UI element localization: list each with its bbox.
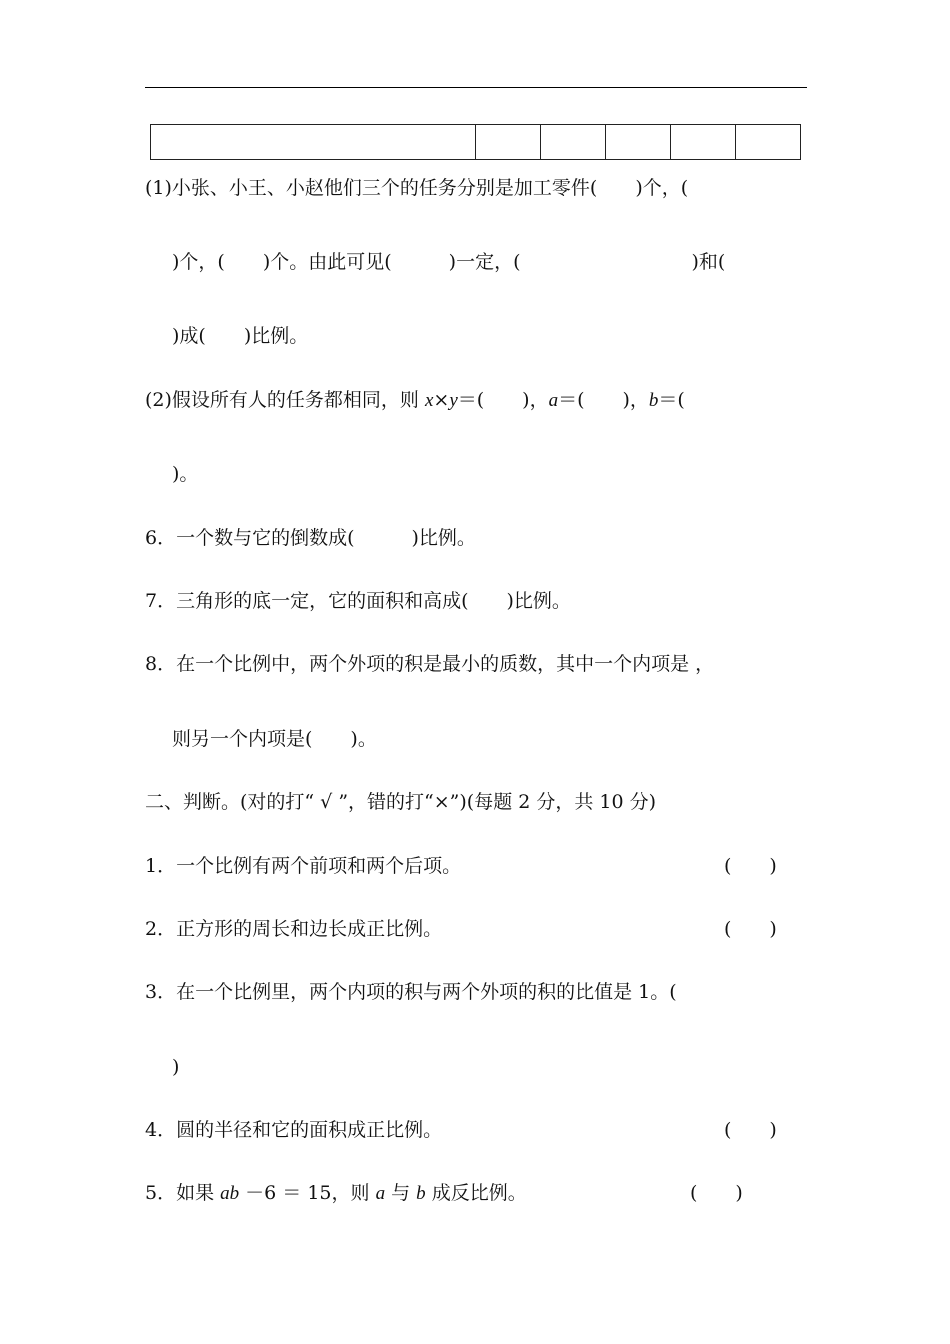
judge-bracket-2: ( ) — [724, 918, 777, 940]
answer-table — [150, 124, 801, 160]
q5-part2-line2: )。 — [172, 463, 199, 485]
judge-5-text: 成反比例。 — [425, 1182, 527, 1204]
judge-bracket-5: ( ) — [690, 1182, 743, 1204]
q5-part1-line2: )个，( )个。由此可见( )一定，( )和( — [172, 251, 726, 273]
section2-heading: 二、判断。(对的打“ √ ”，错的打“×”)(每题 2 分，共 10 分) — [145, 791, 657, 813]
q5-part1-line1: (1)小张、小王、小赵他们三个的任务分别是加工零件( )个，( — [145, 177, 689, 199]
var-b: b — [648, 390, 659, 411]
judge-item-5 — [145, 1181, 527, 1206]
var-y: y — [449, 390, 458, 411]
judge-bracket-4: ( ) — [724, 1119, 777, 1141]
table-cell — [736, 125, 801, 160]
var-ab: ab — [220, 1183, 240, 1204]
var-a: a — [375, 1183, 386, 1204]
judge-5-text: 5．如果 — [145, 1182, 221, 1204]
judge-item-2: 2．正方形的周长和边长成正比例。 — [145, 918, 443, 940]
table-cell — [606, 125, 671, 160]
judge-item-3-cont: ) — [172, 1056, 180, 1078]
var-a: a — [548, 390, 559, 411]
question-8-line1: 8．在一个比例中，两个外项的积是最小的质数，其中一个内项是 ， — [145, 653, 715, 675]
q5-part2-text: (2)假设所有人的任务都相同，则 — [145, 389, 425, 411]
q5-part2-text: ＝( )， — [558, 389, 649, 411]
table-cell — [671, 125, 736, 160]
table-cell — [541, 125, 606, 160]
var-b: b — [416, 1183, 426, 1204]
table-cell — [476, 125, 541, 160]
judge-item-1: 1．一个比例有两个前项和两个后项。 — [145, 855, 462, 877]
question-6: 6．一个数与它的倒数成( )比例。 — [145, 527, 476, 549]
judge-bracket-1: ( ) — [724, 855, 777, 877]
times-sign: × — [433, 389, 450, 411]
top-rule — [145, 87, 807, 88]
q5-part2-text: ＝( — [658, 389, 685, 411]
table-cell — [151, 125, 476, 160]
judge-5-text: －6 ＝ 15，则 — [239, 1182, 376, 1204]
q5-part2-line1 — [145, 388, 685, 413]
var-x: x — [424, 390, 434, 411]
judge-item-4: 4．圆的半径和它的面积成正比例。 — [145, 1119, 443, 1141]
question-7: 7．三角形的底一定，它的面积和高成( )比例。 — [145, 590, 571, 612]
question-8-line2: 则另一个内项是( )。 — [172, 728, 377, 750]
judge-5-text: 与 — [385, 1182, 417, 1204]
q5-part1-line3: )成( )比例。 — [172, 325, 309, 347]
judge-item-3: 3．在一个比例里，两个内项的积与两个外项的积的比值是 1。( — [145, 981, 677, 1003]
q5-part2-text: ＝( )， — [457, 389, 549, 411]
